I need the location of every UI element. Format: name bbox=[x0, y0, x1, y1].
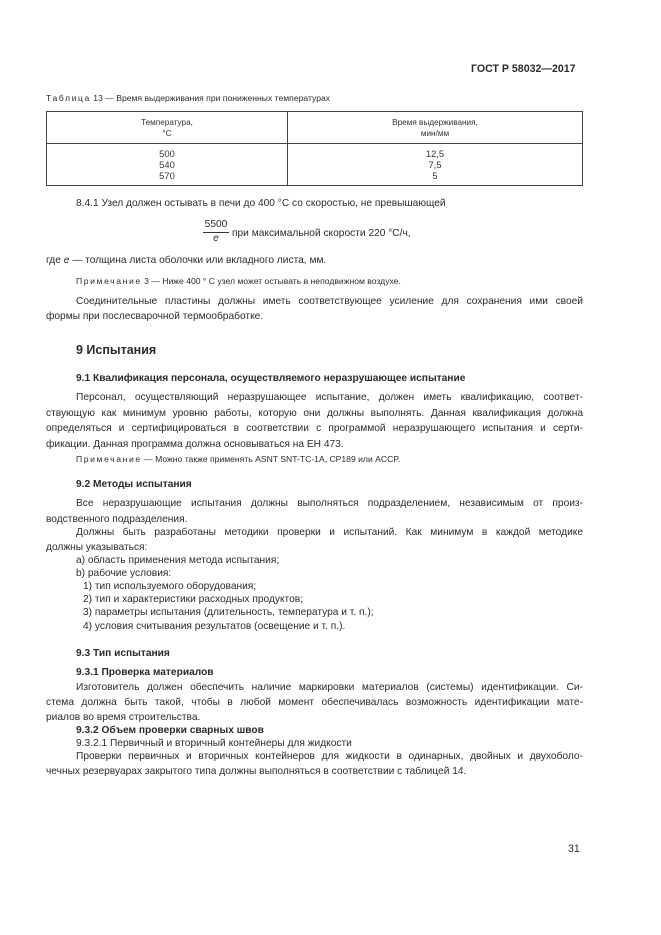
list-subitem-3: 3) параметры испытания (длительность, температура и т. п.); bbox=[83, 607, 374, 618]
note-text: — Можно также применять ASNT SNT-TC-1A, CP189 или ACCP. bbox=[144, 454, 401, 464]
list-subitem-4: 4) условия считывания результатов (освещение и т. п.). bbox=[83, 621, 346, 632]
temp-value: 540 bbox=[159, 158, 175, 170]
fraction-numerator: 5500 bbox=[203, 219, 229, 233]
s92-line: должны указываться: bbox=[46, 542, 148, 553]
header-cell-temperature bbox=[47, 112, 288, 144]
page-number: 31 bbox=[568, 843, 580, 855]
note-text: 3 — Ниже 400 ° С узел может остывать в неподвижном воздухе. bbox=[144, 276, 401, 286]
note-label: Примечание bbox=[76, 276, 142, 286]
list-item-a: a) область применения метода испытания; bbox=[76, 555, 280, 566]
header-time-unit: мин/мм bbox=[420, 128, 450, 138]
list-item-b: b) рабочие условия: bbox=[76, 568, 172, 579]
section-9-3-2-1-heading: 9.3.2.1 Первичный и вторичный контейнеры для жидкости bbox=[76, 737, 352, 749]
time-value: 5 bbox=[432, 170, 438, 182]
s91-line: определяться и сертифицироваться в соответствии с программой неразрушающего испытания и серти- bbox=[46, 423, 583, 434]
clause-8-4-1: 8.4.1 Узел должен остывать в печи до 400 °С со скоростью, не превышающей bbox=[76, 198, 446, 209]
list-subitem-1: 1) тип используемого оборудования; bbox=[83, 581, 257, 592]
list-subitem-2: 2) тип и характеристики расходных продуктов; bbox=[83, 594, 304, 605]
section-9-3-heading: 9.3 Тип испытания bbox=[76, 648, 170, 659]
temp-value: 570 bbox=[159, 170, 175, 182]
s931-line: риалов во время строительства. bbox=[46, 711, 201, 723]
header-time-line1: Время выдерживания, bbox=[392, 117, 478, 127]
note-label: Примечание bbox=[76, 454, 142, 464]
s9321-line: чечных резервуарах закрытого типа должны выполняться в соответствии с таблицей 14. bbox=[46, 765, 467, 777]
section-9-3-2-heading: 9.3.2 Объем проверки сварных швов bbox=[76, 724, 264, 736]
time-value: 7,5 bbox=[428, 158, 442, 170]
plates-paragraph-line2: формы при послесварочной термообработке. bbox=[46, 311, 264, 322]
table-header-row bbox=[47, 112, 583, 144]
plates-paragraph-line1: Соединительные пластины должны иметь соответствующее усиление для сохранения ими своей bbox=[76, 296, 583, 307]
note-3 bbox=[76, 276, 401, 286]
s92-line: Все неразрушающие испытания должны выполняться подразделением, независимым от произ- bbox=[76, 498, 583, 509]
s92-line: водственного подразделения. bbox=[46, 513, 188, 525]
time-values-cell bbox=[288, 144, 583, 186]
formula-suffix: при максимальной скорости 220 °С/ч, bbox=[232, 228, 411, 239]
table-13 bbox=[46, 111, 583, 186]
note-9-1 bbox=[76, 454, 400, 464]
temp-value: 500 bbox=[159, 147, 175, 159]
formula-fraction bbox=[203, 219, 229, 245]
section-9-heading: 9 Испытания bbox=[76, 343, 157, 357]
where-explanation: — толщина листа оболочки или вкладного листа, мм. bbox=[69, 255, 327, 266]
temperature-values-cell bbox=[47, 144, 288, 186]
s931-line: стема должна быть такой, чтобы в любой момент обеспечивалась возможность идентификации мате- bbox=[46, 696, 583, 708]
time-value: 12,5 bbox=[425, 147, 445, 159]
header-cell-time bbox=[288, 112, 583, 144]
where-prefix: где bbox=[46, 255, 64, 266]
standard-designation: ГОСТ Р 58032—2017 bbox=[471, 63, 576, 75]
table-body-row bbox=[47, 144, 583, 186]
s91-line: ствующую как минимум уровню работы, которую они должны выполнять. Данная квалификация должна bbox=[46, 407, 583, 419]
variable-definition bbox=[46, 253, 326, 269]
s931-line: Изготовитель должен обеспечить наличие маркировки материалов (системы) идентификации. Си- bbox=[76, 681, 583, 693]
s92-line: Должны быть разработаны методики проверки и испытаний. Как минимум в каждой методике bbox=[76, 527, 583, 538]
s9321-line: Проверки первичных и вторичных контейнеров для жидкости в одинарных, двойных и двухоболо- bbox=[76, 750, 583, 762]
variable-symbol: e bbox=[63, 255, 70, 266]
fraction-denominator: e bbox=[213, 233, 219, 244]
header-temperature-unit: °С bbox=[162, 128, 172, 138]
section-9-2-heading: 9.2 Методы испытания bbox=[76, 479, 192, 490]
table-13-caption bbox=[46, 93, 330, 103]
table-caption-text: 13 — Время выдерживания при пониженных температурах bbox=[93, 93, 331, 103]
s91-line: фикации. Данная программа должна основываться на ЕН 473. bbox=[46, 438, 344, 450]
s91-line: Персонал, осуществляющий неразрушающее испытание, должен иметь квалификацию, соответ- bbox=[76, 392, 583, 403]
header-temperature-line1: Температура, bbox=[141, 117, 193, 127]
section-9-1-heading: 9.1 Квалификация персонала, осуществляемого неразрушающее испытание bbox=[76, 373, 466, 384]
section-9-3-1-heading: 9.3.1 Проверка материалов bbox=[76, 667, 214, 678]
table-caption-prefix: Таблица bbox=[46, 93, 91, 103]
